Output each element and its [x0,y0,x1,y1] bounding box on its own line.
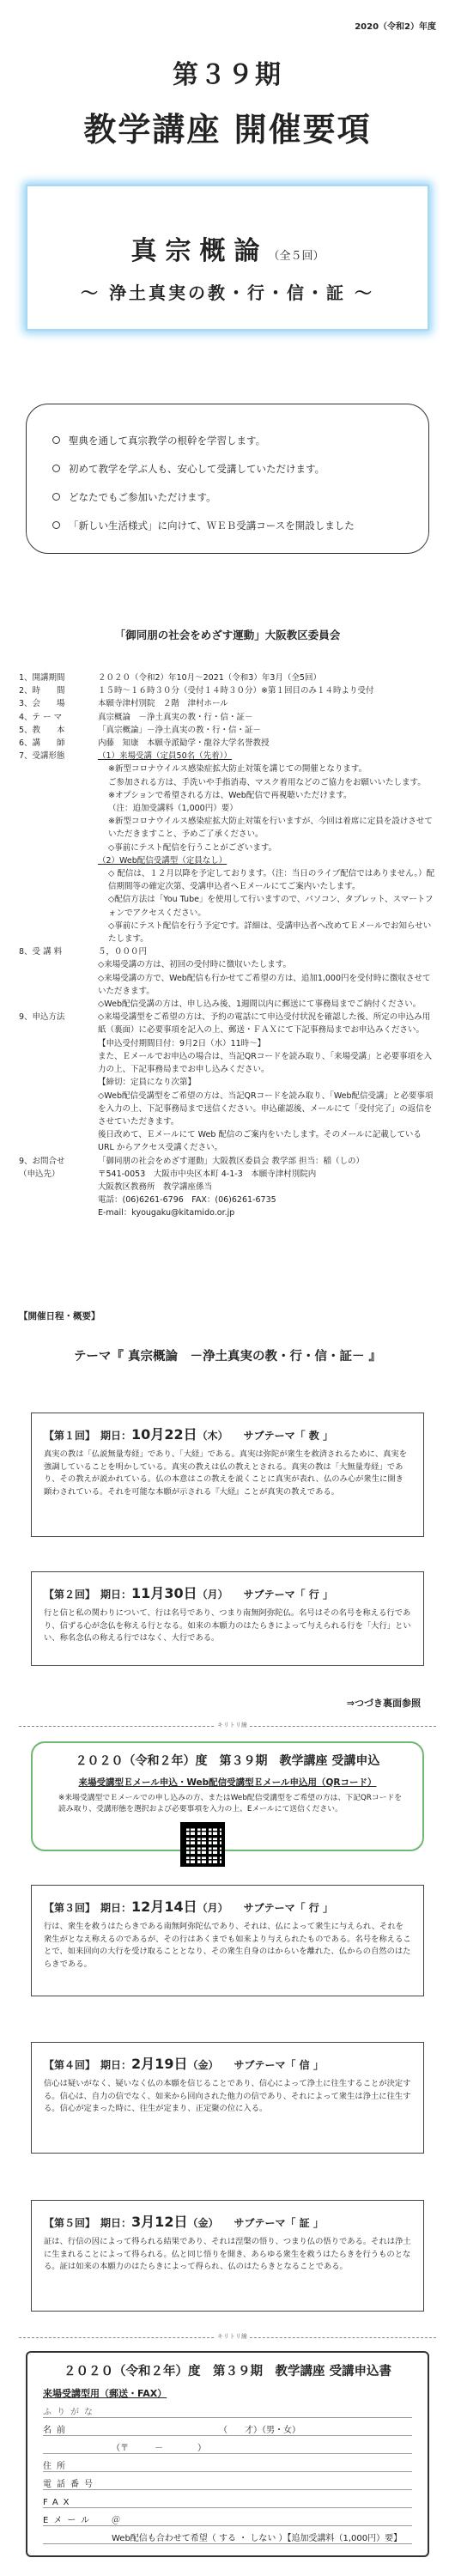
session-date-prefix: 期日： [100,1430,132,1442]
detail-value: 〒541-0053 大阪市中央区本町 4-1-3 本願寺津村別院内 [98,1169,317,1179]
session-card [31,1885,424,1996]
detail-row-period [19,671,436,684]
event-details [19,671,436,1220]
detail-note: 後日改めて、Ｅメールにて Web 配信のご案内をいたします。そのメールに記載している URL からアクセス受講ください。 [98,1130,422,1153]
list-item-text: 聖典を通して真宗教学の根幹を学習します。 [69,434,266,447]
list-item [52,483,403,512]
qr-code-icon[interactable] [180,1822,225,1867]
detail-key: 9、お問合せ [19,1156,65,1166]
session-header [44,1424,411,1443]
form-subtitle: 来場受講型用（郵送・FAX） [43,2388,167,2399]
course-title [27,229,428,267]
session-date-prefix: 期日： [100,2217,132,2229]
schedule-heading: 【開催日程・概要】 [19,1311,100,1321]
detail-key: 3、会 場 [19,699,65,709]
form-label: ふりがな [43,2408,98,2417]
circle-bullet-icon [52,493,60,501]
session-subtheme: サブテーマ「 信 」 [234,2059,324,2071]
form-label: 電話番号 [43,2480,98,2489]
detail-row-format [19,750,436,762]
form-row-postal[interactable] [43,2436,412,2454]
list-item-text: 「新しい生活様式」に向けて、ＷＥＢ受講コースを開設しました [69,519,355,532]
session-card [31,1571,424,1666]
detail-row-contact-2 [19,1168,436,1181]
detail-key: 5、教 本 [19,725,65,735]
list-item [52,512,403,540]
session-body: 信心は疑いがなく、疑いなく仏の本願を信じることであり、信心によって浄土に往生することが決定する。信心は、自力の信でなく、如来から回向された他力の信であり、それによって衆生は浄土に往生する。信心が定まった時に、往生が定まり、正定聚の位に入る。 [44,2079,411,2113]
session-body: 証は、行信の因によって得られる結果であり、それは涅槃の悟り、つまり仏の悟りである。それは浄土に生まれることによって得られる。仏と同じ悟りを開き、あらゆる衆生を救うはたらきを行うものとなる。証は如来の本願力のはたらきによって得られ、仏のはたらきとなることである。 [44,2237,411,2271]
list-item [52,427,403,455]
session-date-prefix: 期日： [100,2059,132,2071]
detail-row-apply [19,1011,436,1036]
detail-note: ◇事前にテスト配信を行う予定です。詳細は、受講申込者へ改めてＥメールでお知らせいたします。 [108,920,432,945]
form-row-address[interactable] [43,2454,412,2472]
detail-note: ご参加される方は、手洗いや手指消毒、マスク着用などのご協力をお願いいたします。 [108,777,426,787]
course-count: （全５回） [268,250,325,263]
session-label: 【第１回】 [44,1430,91,1442]
detail-row-venue [19,697,436,710]
apply-title: ２０２０（令和２年）度 第３９期 教学講座 受講申込 [75,1754,380,1768]
detail-row-fee [19,945,436,958]
detail-key: 1、開講期間 [19,673,65,683]
list-item-text: どなたでもご参加いただけます。 [69,491,216,503]
detail-row-contact [19,1155,436,1168]
detail-key: 6、講 師 [19,738,65,749]
session-card [31,2200,424,2312]
detail-row-textbook [19,724,436,737]
detail-note: ※新型コロナウイルス感染症拡大防止対策を行いますが、今回は着席に定員を設けさせていただきますこと、予めご了承ください。 [108,817,433,840]
session-subtheme: サブテーマ「 行 」 [243,1902,333,1914]
session-date: 3月12日 [131,2214,188,2230]
circle-bullet-icon [52,436,60,444]
apply-text: ※来場受講型でＥメールでの申し込みの方、またはWeb配信受講型をご希望の方は、下記QRコードを読み取り、受講形態を選択および必要事項を入力の上、Eメールにて送信ください。 [58,1794,403,1814]
detail-value: 真宗概論 －浄土真実の教・行・信・証－ [98,712,253,722]
session-dow: （月） [197,1902,223,1914]
detail-note: 【締切：定員になり次第】 [98,1078,197,1088]
detail-key: （申込先） [19,1169,60,1179]
session-label: 【第２回】 [44,1589,91,1601]
detail-note: ◇ 配信は、１２月以降を予定しております。（注：当日のライブ配信ではありません。）配信期間等の確定次第、受講申込者へＥメールにてご案内いたします。 [108,869,435,892]
feature-list [26,404,429,554]
detail-note: ※オプションで希望される方は、Web配信で再視聴いただけます。 [108,790,352,800]
circle-bullet-icon [52,521,60,529]
application-form [26,2351,429,2557]
session-subtheme: サブテーマ「 行 」 [243,1589,333,1601]
session-date-prefix: 期日： [100,1589,132,1601]
form-row-email[interactable] [43,2508,412,2526]
contact-email[interactable]: E-mail：kyougaku@kitamido.or.jp [98,1208,235,1218]
apply-subtitle: 来場受講型Ｅメール申込・Web配信受講型Ｅメール申込用（QRコード） [78,1777,377,1788]
organizer-name: 「御同朋の社会をめざす運動」大阪教区委員会 [114,629,341,641]
detail-subheading: （2）Web配信受講型（定員なし） [98,855,228,866]
session-header [44,1896,411,1916]
form-label: 名前 [43,2426,70,2435]
cut-line-label: キリトリ線 [215,1721,250,1729]
course-title-text: 真宗概論 [130,236,269,266]
form-row-fax[interactable] [43,2490,412,2508]
session-dow: （木） [197,1430,223,1442]
form-label: Eメール [43,2516,95,2525]
detail-note: ◇事前にテスト配信を行うことがございます。 [108,842,277,853]
form-row-name[interactable] [43,2418,412,2436]
session-dow: （金） [187,2217,214,2229]
session-header [44,2211,411,2231]
detail-note: 【申込受付期間目付：9月2日（水）11時～】 [98,1038,266,1048]
session-body: 行は、衆生を救うはたらきである南無阿弥陀仏であり、それは、仏によって衆生に与えられ、それを衆生がとなえ称えるのであるが、その行はあくまでも如来より与えられたものである。名号を称えることで、如来回向の大行を受け取ることとなり、その衆生自身のはからいを離れた、仏からの自然のはたらきである。 [44,1922,411,1969]
session-date: 10月22日 [131,1426,197,1443]
detail-row-lecturer [19,737,436,750]
session-date: 12月14日 [131,1899,197,1915]
term-number: 第３９期 [173,60,282,90]
detail-key: 2、時 間 [19,686,65,696]
list-item [52,455,403,483]
schedule-theme: テーマ『 真宗概論 －浄土真実の教・行・信・証－ 』 [73,1349,382,1364]
detail-value: 「御同朋の社会をめざす運動」大阪教区委員会 教学部 担当：稲（しの） [98,1156,365,1166]
course-subtitle: ～ 浄土真実の教・行・信・証 ～ [81,283,374,303]
form-value[interactable]: （ 才）（男・女） [112,2426,300,2435]
detail-note: ◇来場受講の方は、初回の受付時に徴収いたします。 [98,960,292,970]
detail-note: ◇配信方法は「You Tube」を使用して行いますので、パソコン、タブレット、スマートフォンでアクセスください。 [108,895,434,918]
session-body: 真実の教は「仏説無量寿経」であり、「大経」である。真実は弥陀が衆生を救済されるために、真実を強調していることを明かしている。真実の教えは仏の教えとされる。真実の教は「大無量寿経」であり、その教えが説かれている。仏の本意はこの教えを説くことに真実が表れ、仏のみ心が衆生に開き顕わされている。それを可能な本願が示される『大経』ことが真実の教えである。 [44,1449,408,1497]
session-date-prefix: 期日： [100,1902,132,1914]
cut-line-label: キリトリ線 [215,2332,250,2341]
detail-key: 8、受 講 料 [19,947,63,957]
session-body: 行と信と私の関わりについて、行は名号であり、つまり南無阿弥陀仏。名号はその名号を称える行であり、信ずる心が念仏を称える行となる。如来の本願力のはたらきによって与えられる行を「大行」といい、称名念仏の称える行ではなく、大行である。 [44,1608,411,1643]
detail-value: １５時～１６時３０分（受付１４時３０分）※第１回目のみ１４時より受付 [98,686,374,696]
fiscal-year: 2020（令和2）年度 [355,22,436,32]
session-dow: （金） [187,2059,214,2071]
detail-key: 7、受講形態 [19,751,65,762]
form-value[interactable]: Web配信も合わせて希望（ する ・ しない ）【追加受講料（1,000円）要】 [112,2534,403,2543]
continued-note: ⇒つづき裏面参照 [346,1698,421,1709]
detail-value: ２０２０（令和2）年10月～2021（令和3）年3月（全5回） [98,673,321,683]
detail-value: ５，０００円 [98,947,148,957]
session-subtheme: サブテーマ「 教 」 [243,1430,333,1442]
form-value[interactable]: ＠ [112,2516,120,2525]
session-header [44,1583,411,1602]
detail-value: ◇来場受講型をご希望の方は、予約の電話にて申込受付状況を確認した後、所定の申込み用紙（裏面）に必要事項を記入の上、郵送・ＦＡＸにて下記事務局までお申込みください。 [98,1012,431,1036]
course-banner [26,185,429,331]
detail-value: 本願寺津村別院 ２階 津村ホール [98,699,228,709]
circle-bullet-icon [52,465,60,472]
session-header [44,2053,411,2073]
detail-note: 電話：(06)6261-6796 FAX：(06)6261-6735 [98,1195,276,1206]
detail-value: 「真宗概論」－浄土真実の教・行・信・証－ [98,725,262,735]
session-label: 【第３回】 [44,1902,91,1914]
session-dow: （月） [197,1589,223,1601]
session-card [31,1413,424,1537]
form-row-web-option[interactable] [43,2526,412,2544]
detail-note: ◇来場受講の方で、Web配信も行かせてご希望の方は、追加1,000円を受付時に徴収させていただきます。 [98,973,431,996]
page-title: 教学講座 開催要項 [83,110,372,149]
session-card [31,2042,424,2154]
detail-row-hours [19,684,436,697]
form-label: FAX [43,2498,75,2507]
detail-note: （注：追加受講料（1,000円）要） [108,804,238,814]
detail-value: 内藤 知康 本願寺派勧学・龍谷大学名誉教授 [98,738,270,749]
form-label: 住所 [43,2462,70,2471]
detail-row-theme [19,711,436,724]
form-value[interactable]: （〒 － ） [112,2444,206,2453]
list-item-text: 初めて教学を学ぶ人も、安心して受講していただけます。 [69,463,325,475]
detail-note: ※新型コロナウイルス感染症拡大防止対策を講じての開催となります。 [108,764,367,775]
session-label: 【第４回】 [44,2059,91,2071]
session-date: 11月30日 [131,1585,197,1601]
form-title: ２０２０（令和２年）度 第３９期 教学講座 受講申込書 [63,2365,392,2379]
detail-note: また、Ｅメールでお申込の場合は、当記QRコードを読み取り、「来場受講」と必要事項を入力の上、下記事務局までお申し込みください。 [98,1051,433,1075]
form-row-furigana[interactable] [43,2400,412,2418]
detail-note: ◇Web配信受講の方は、申し込み後、1週間以内に郵送にて事務局までご納付ください。 [98,999,422,1010]
apply-box [31,1741,424,1851]
detail-value: （1）来場受講（定員50名（先着）） [98,751,232,762]
session-date: 2月19日 [131,2056,188,2072]
detail-note: ◇Web配信受講型をご希望の方は、当記QRコードを読み取り、「Web配信受講」と必要事項を入力の上、下記事務局まで送信ください。申込確認後、メールにて「受付完了」の返信をさせていただきます。 [98,1091,434,1127]
detail-key: 9、申込方法 [19,1012,65,1023]
session-subtheme: サブテーマ「 証 」 [234,2217,324,2229]
form-row-phone[interactable] [43,2472,412,2490]
session-label: 【第５回】 [44,2217,91,2229]
detail-key: 4、テ ー マ [19,712,63,722]
detail-note: 大阪教区教務所 教学講座係当 [98,1182,213,1192]
